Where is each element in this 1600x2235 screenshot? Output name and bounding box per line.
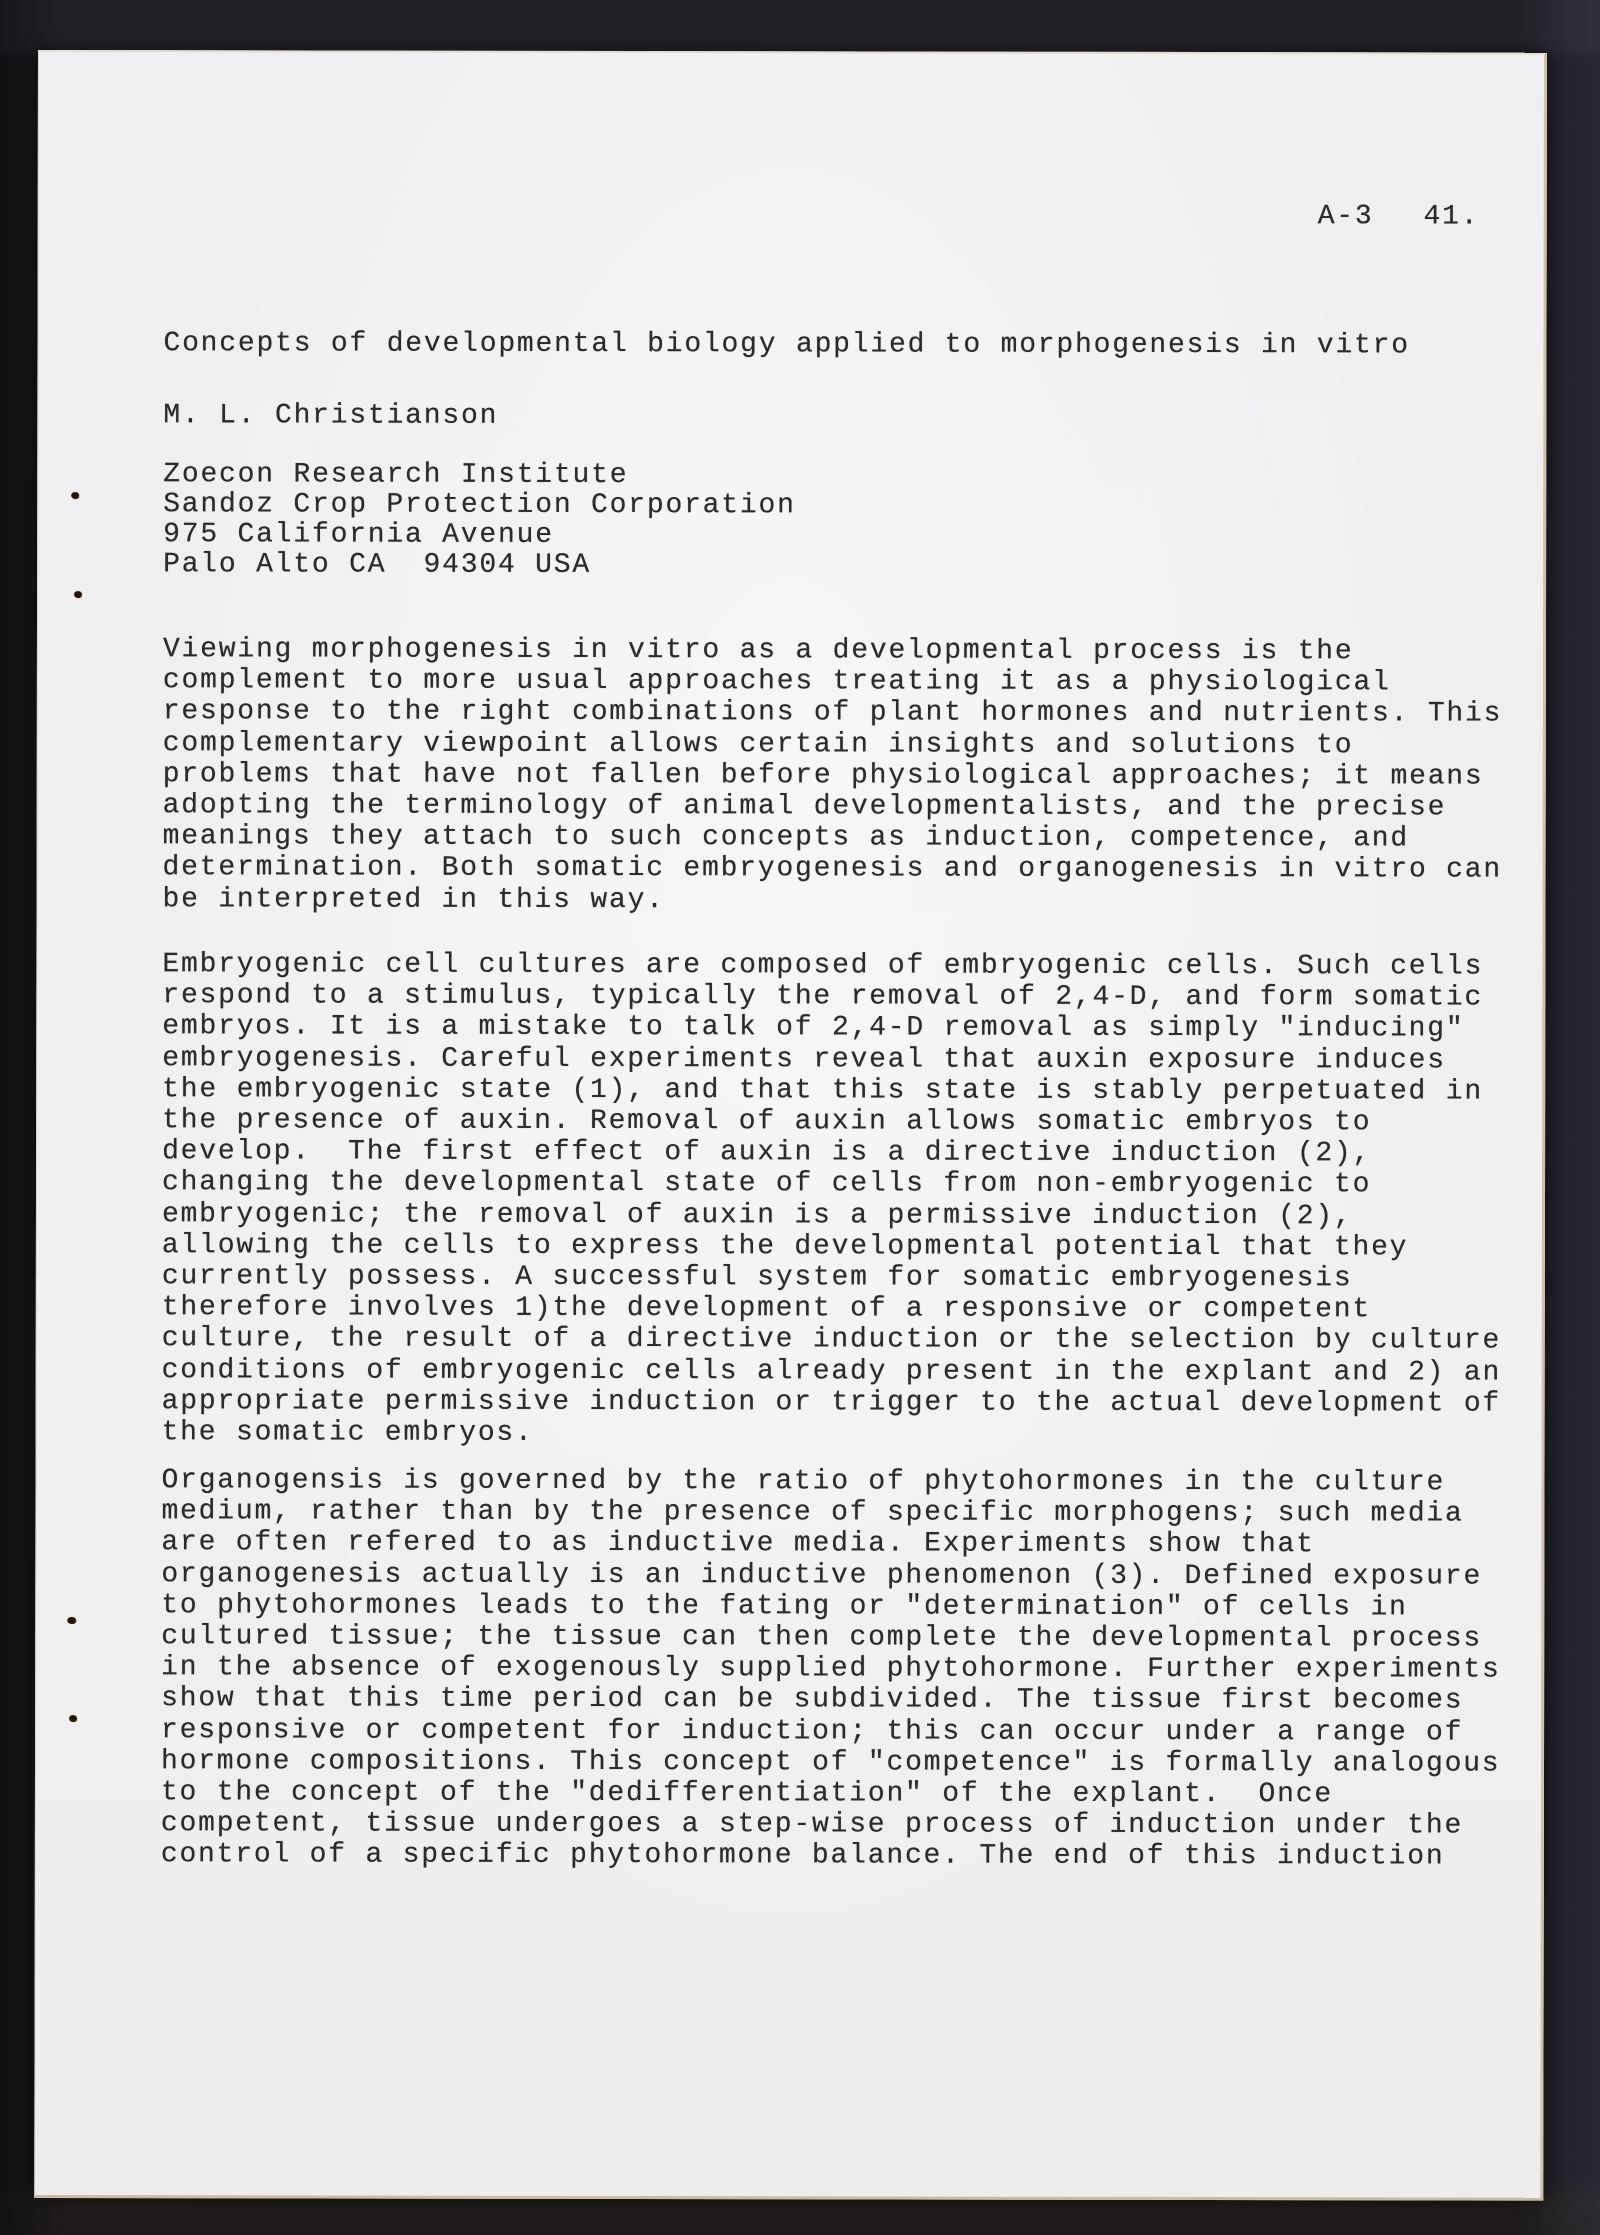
paragraph-3: Organogensis is governed by the ratio of phytohormones in the culture medium, rather than by the presence of specific morphogens; such media are often refered to as inductive media. Experiments show that organogenesis actually is an inductive phenomenon (3). Defined exposure to phytohormones leads to the fating or "determination" of cells in cultured tissue; the tissue can then complete the developmental process in the absence of exogenously supplied phytohormone. Further experiments show that this time period can be subdivided. The tissue first becomes responsive or competent for induction; this can occur under a range of hormone compositions. This concept of "competence" is formally analogous to the concept of the "dedifferentiation" of the explant. Once competent, tissue undergoes a step-wise process of induction under the control of a specific phytohormone balance. The end of this induction — [160, 1465, 1501, 1873]
ink-speck — [74, 591, 82, 598]
section-label: A-3 — [1317, 201, 1374, 233]
ink-speck — [67, 1617, 76, 1624]
abstract-title: Concepts of developmental biology applied to morphogenesis in vitro — [163, 328, 1410, 362]
ink-speck — [71, 492, 79, 499]
page-header — [1318, 201, 1480, 232]
page-number: 41. — [1423, 201, 1480, 233]
author-name: M. L. Christianson — [163, 400, 499, 432]
author-affiliation: Zoecon Research Institute Sandoz Crop Protection Corporation 975 California Avenue Palo Alto CA 94304 USA — [163, 459, 796, 581]
paragraph-2: Embryogenic cell cultures are composed of embryogenic cells. Such cells respond to a stimulus, typically the removal of 2,4-D, and form somatic embryos. It is a mistake to talk of 2,4-D removal as simply "inducing" embryogenesis. Careful experiments reveal that auxin exposure induces the embryogenic state (1), and that this state is stably perpetuated in the presence of auxin. Removal of auxin allows somatic embryos to develop. The first effect of auxin is a directive induction (2), changing the developmental state of cells from non-embryogenic to embryogenic; the removal of auxin is a permissive induction (2), allowing the cells to express the developmental potential that they currently possess. A successful system for somatic embryogenesis therefore involves 1)the development of a responsive or competent culture, the result of a directive induction or the selection by culture conditions of embryogenic cells already present in the explant and 2) an appropriate permissive induction or trigger to the actual development of the somatic embryos. — [161, 949, 1502, 1449]
abstract-page — [34, 50, 1547, 2201]
ink-speck — [69, 1715, 77, 1722]
paragraph-1: Viewing morphogenesis in vitro as a developmental process is the complement to more usual approaches treating it as a physiological response to the right combinations of plant hormones and nutrients. This complementary viewpoint allows certain insights and solutions to problems that have not fallen before physiological approaches; it means adopting the terminology of animal developmentalists, and the precise meanings they attach to such concepts as induction, competence, and determination. Both somatic embryogenesis and organogenesis in vitro can be interpreted in this way. — [162, 634, 1503, 916]
